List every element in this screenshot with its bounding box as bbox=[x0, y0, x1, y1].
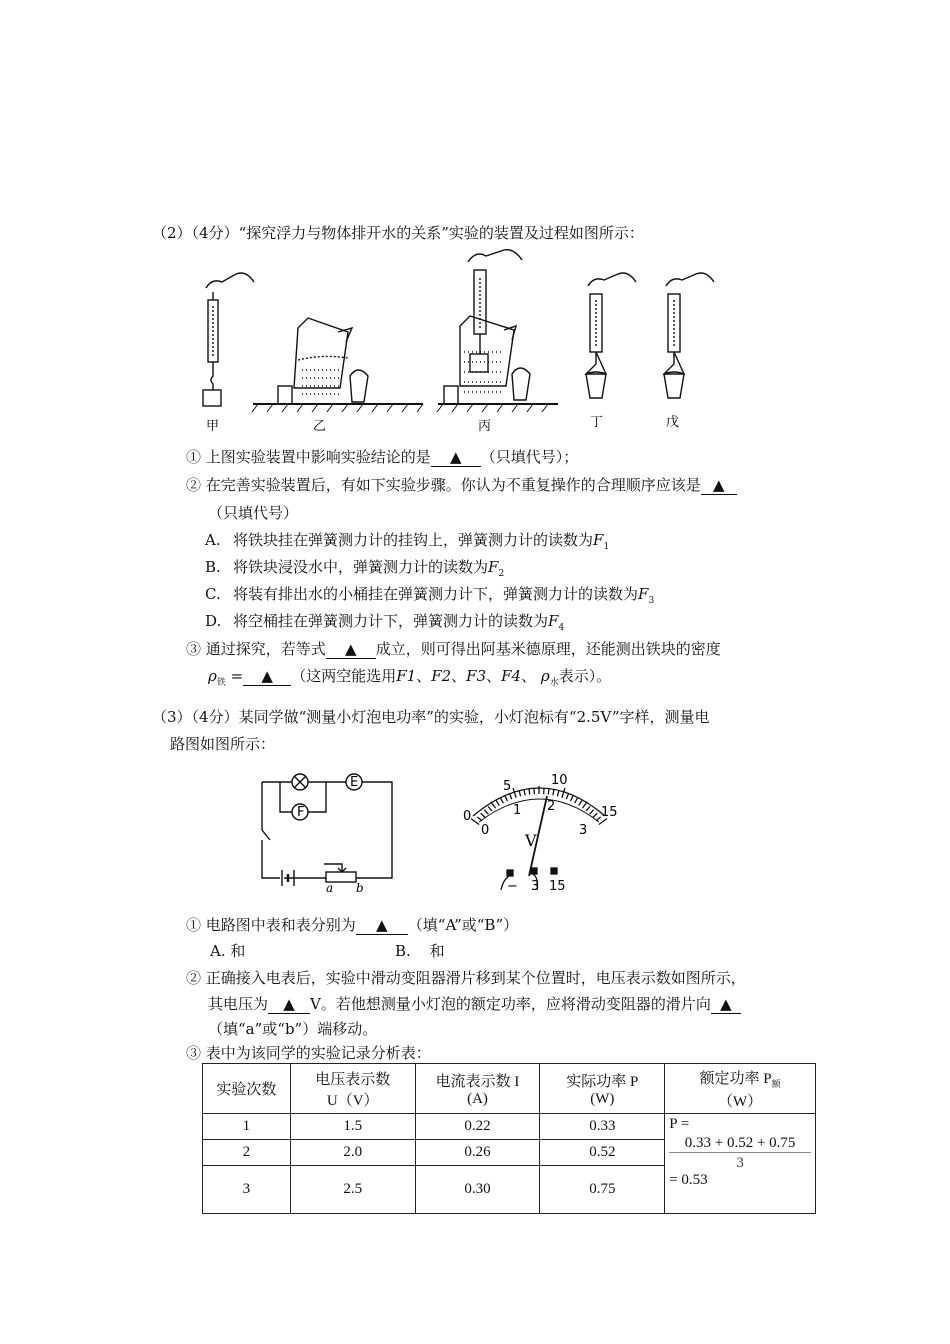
rated-power-formula: P = 0.33 + 0.52 + 0.75 3 = 0.53 bbox=[665, 1114, 816, 1214]
terminal-neg: − bbox=[507, 879, 518, 894]
q2-sub2: ② 在完善实验装置后，有如下实验步骤。你认为不重复操作的合理顺序应该是 ▲ bbox=[186, 474, 737, 495]
fig-label-ding: 丁 bbox=[590, 415, 604, 430]
dial-tick bbox=[575, 798, 578, 803]
cell: 0.22 bbox=[415, 1114, 540, 1140]
dial-tick bbox=[519, 791, 520, 797]
dial-tick bbox=[510, 794, 512, 800]
cell: 0.33 bbox=[540, 1114, 665, 1140]
dial-tick bbox=[553, 789, 554, 795]
header-trial: 实验次数 bbox=[203, 1064, 291, 1114]
dial-tick bbox=[548, 789, 549, 795]
cell: 0.75 bbox=[540, 1166, 665, 1214]
dial-tick bbox=[484, 810, 488, 814]
spring-scale-wu bbox=[664, 273, 714, 398]
top-tick-15: 15 bbox=[601, 805, 618, 820]
bottom-tick-3: 3 bbox=[579, 823, 588, 838]
q3-sub2-line2: 其电压为 ▲ V。若他想测量小灯泡的额定功率，应将滑动变阻器的滑片向 ▲ bbox=[208, 993, 741, 1014]
spring-scale-bing bbox=[468, 250, 522, 372]
header-current: 电流表示数 I (A) bbox=[415, 1064, 540, 1114]
dial-ticks bbox=[471, 786, 607, 825]
step-c: C. 将装有排出水的小桶挂在弹簧测力计下，弹簧测力计的读数为$F_3$ bbox=[205, 585, 655, 606]
dial-tick bbox=[505, 796, 508, 801]
dial-tick bbox=[582, 802, 587, 808]
dial-tick bbox=[488, 806, 492, 811]
q2-title: （2）（4分）“探究浮力与物体排开水的关系”实验的装置及过程如图所示： bbox=[152, 224, 644, 242]
dial-tick bbox=[586, 806, 590, 811]
q2-sub1: ① 上图实验装置中影响实验结论的是 ▲ （只填代号）； bbox=[186, 448, 579, 466]
top-tick-10: 10 bbox=[551, 773, 568, 788]
dial-tick bbox=[524, 789, 525, 795]
header-voltage: 电压表示数 U（V） bbox=[290, 1064, 415, 1114]
cell: 2 bbox=[203, 1140, 291, 1166]
bottom-tick-1: 1 bbox=[513, 803, 522, 818]
dial-tick bbox=[481, 813, 485, 817]
q3-title-line1: （3）（4分）某同学做“测量小灯泡电功率”的实验，小灯泡标有“2.5V”字样，测量电 bbox=[152, 708, 710, 726]
circuit-diagram bbox=[252, 770, 412, 892]
table-header-row bbox=[203, 1064, 816, 1114]
step-d: D. 将空桶挂在弹簧测力计下，弹簧测力计的读数为$F_4$ bbox=[205, 612, 565, 633]
dial-tick bbox=[477, 817, 482, 821]
terminal-15: 15 bbox=[549, 879, 566, 894]
cell: 2.5 bbox=[290, 1166, 415, 1214]
q3-sub2-line1: ② 正确接入电表后，实验中滑动变阻器滑片移到某个位置时，电压表示数如图所示， bbox=[186, 969, 746, 987]
dial-tick bbox=[571, 796, 574, 801]
dial-tick bbox=[596, 817, 601, 821]
q3-title-line2: 路图如图所示： bbox=[170, 735, 276, 753]
q2-sub3: ③ 通过探究，若等式 ▲ 成立，则可得出阿基米德原理，还能测出铁块的密度 bbox=[186, 640, 721, 658]
q3-sub3: ③ 表中为该同学的实验记录分析表： bbox=[186, 1044, 431, 1062]
header-rated-power: 额定功率 $P_额$ （W） bbox=[665, 1064, 816, 1114]
meter-e-label: E bbox=[350, 775, 359, 790]
cell: 0.26 bbox=[415, 1140, 540, 1166]
fig-label-yi: 乙 bbox=[313, 419, 327, 434]
step-b: B. 将铁块浸没水中，弹簧测力计的读数为$F_2$ bbox=[205, 558, 505, 579]
cell: 2.0 bbox=[290, 1140, 415, 1166]
q2-sub2-line2: （只填代号） bbox=[208, 504, 299, 522]
meter-f-label: F bbox=[297, 805, 305, 820]
cell: 3 bbox=[203, 1166, 291, 1214]
dial-tick bbox=[579, 800, 582, 805]
q3-option-b: B. 和 bbox=[395, 942, 445, 960]
dial-tick bbox=[491, 802, 496, 808]
top-tick-0: 0 bbox=[463, 809, 472, 824]
fig-label-jia: 甲 bbox=[206, 419, 220, 434]
cell: 0.52 bbox=[540, 1140, 665, 1166]
cell: 1 bbox=[203, 1114, 291, 1140]
voltmeter-symbol: V bbox=[525, 831, 537, 850]
dial-tick bbox=[562, 788, 565, 798]
fig-label-bing: 丙 bbox=[478, 419, 492, 434]
spring-scale-ding bbox=[586, 273, 636, 398]
cell: 0.30 bbox=[415, 1166, 540, 1214]
bottom-tick-0: 0 bbox=[481, 823, 490, 838]
rheostat-b: b bbox=[356, 881, 364, 892]
fig-label-wu: 戊 bbox=[666, 415, 680, 430]
dial-tick bbox=[471, 819, 479, 825]
cell: 1.5 bbox=[290, 1114, 415, 1140]
q3-option-a: A. 和 bbox=[210, 942, 246, 960]
bottom-tick-2: 2 bbox=[547, 799, 556, 814]
spring-scale-jia bbox=[203, 273, 254, 406]
top-tick-5: 5 bbox=[503, 779, 512, 794]
rheostat-a: a bbox=[326, 881, 334, 892]
table-row bbox=[203, 1114, 816, 1140]
dial-tick bbox=[593, 813, 597, 817]
q3-sub1: ① 电路图中表和表分别为 ▲ （填“A”或“B”） bbox=[186, 916, 519, 934]
record-table bbox=[202, 1063, 816, 1214]
dial-tick bbox=[590, 810, 594, 814]
dial-tick bbox=[566, 794, 568, 800]
overflow-can-yi bbox=[278, 318, 368, 404]
dial-tick bbox=[500, 798, 503, 803]
q3-sub2-line3: （填“a”或“b”）端移动。 bbox=[208, 1020, 378, 1038]
terminal-3: 3 bbox=[531, 879, 540, 894]
dial-tick bbox=[557, 791, 558, 797]
q2-sub3-line2: $\rho_铁$ = ▲ （这两空能选用F1、F2、F3、F4、 $\rho_水$表示）。 bbox=[208, 667, 612, 688]
dial-tick bbox=[529, 789, 530, 795]
voltmeter-dial bbox=[455, 748, 625, 896]
step-a: A. 将铁块挂在弹簧测力计的挂钩上，弹簧测力计的读数为$F_1$ bbox=[205, 531, 610, 552]
dial-tick bbox=[496, 800, 499, 805]
buoyancy-figure bbox=[198, 248, 718, 438]
header-actual-power: 实际功率 P (W) bbox=[540, 1064, 665, 1114]
